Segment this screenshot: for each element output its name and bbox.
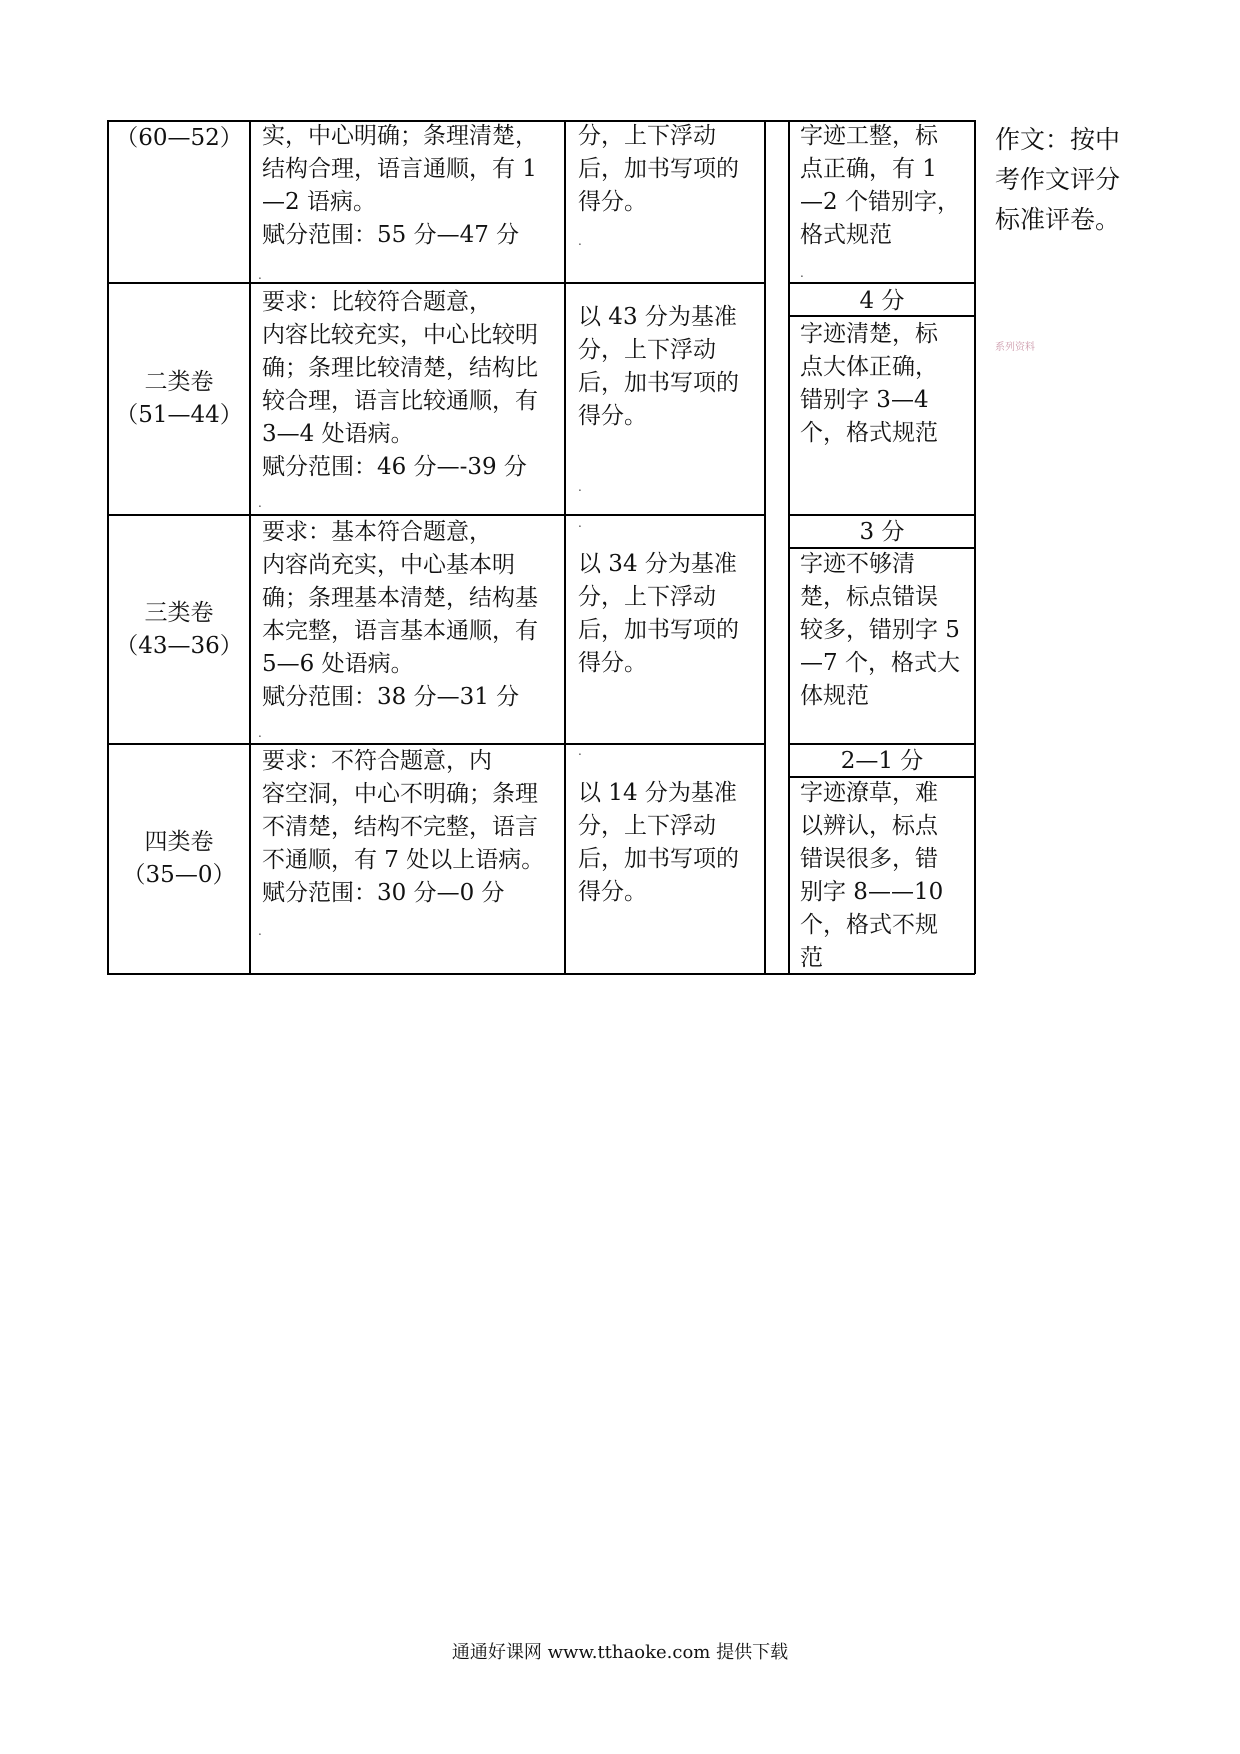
- writing-description: 字迹潦草，难 以辨认，标点 错误很多，错 别字 8——10 个，格式不规 范: [800, 780, 944, 971]
- requirement-text: 要求：基本符合题意， 内容尚充实，中心基本明 确；条理基本清楚，结构基 本完整，语言基本通顺，有 5—6 处语病。 赋分范围：38 分—31 分: [262, 519, 538, 710]
- paragraph-mark: .: [578, 480, 582, 494]
- side-label: 系列资料: [995, 342, 1035, 353]
- requirement-text: 实，中心明确；条理清楚， 结构合理，语言通顺，有 1 —2 语病。 赋分范围：55 分—47 分: [262, 123, 538, 248]
- side-note: 作文：按中 考作文评分 标准评卷。: [995, 125, 1121, 234]
- paragraph-mark: .: [258, 496, 262, 510]
- table-border: [107, 973, 764, 975]
- column-divider: [564, 120, 566, 974]
- column-divider: [974, 120, 976, 974]
- grade-name: 三类卷: [144, 600, 214, 626]
- column-divider: [249, 120, 251, 974]
- writing-description: 字迹不够清 楚，标点错误 较多，错别字 5 —7 个，格式大 体规范: [800, 551, 960, 709]
- writing-description: 字迹工整，标 点正确，有 1 —2 个错别字， 格式规范: [800, 123, 960, 248]
- paragraph-mark: .: [258, 924, 262, 938]
- row-divider: [107, 282, 764, 284]
- grade-range: （51—44）: [115, 402, 243, 428]
- paragraph-mark: .: [800, 266, 804, 280]
- paragraph-mark: .: [578, 744, 582, 758]
- base-score-rule: 分，上下浮动 后，加书写项的 得分。: [578, 123, 739, 215]
- requirement-text: 要求：比较符合题意， 内容比较充实，中心比较明 确；条理比较清楚，结构比 较合理，语言比较通顺，有 3—4 处语病。 赋分范围：46 分—-39 分: [262, 289, 538, 480]
- base-score-rule: 以 14 分为基准 分，上下浮动 后，加书写项的 得分。: [578, 780, 739, 905]
- writing-score: 3 分: [859, 519, 905, 545]
- table-border: [764, 120, 788, 122]
- table-border: [764, 973, 788, 975]
- grade-name: 二类卷: [144, 369, 214, 395]
- row-divider: [788, 282, 975, 284]
- grade-range: （43—36）: [115, 633, 243, 659]
- column-divider: [107, 120, 109, 974]
- grade-name: 四类卷: [144, 829, 214, 855]
- base-score-rule: 以 34 分为基准 分，上下浮动 后，加书写项的 得分。: [578, 551, 739, 676]
- writing-description: 字迹清楚，标 点大体正确， 错别字 3—4 个，格式规范: [800, 321, 938, 446]
- paragraph-mark: .: [258, 726, 262, 740]
- paragraph-mark: .: [258, 268, 262, 282]
- grade-range: （35—0）: [122, 862, 236, 888]
- paragraph-mark: .: [578, 516, 582, 530]
- writing-score: 4 分: [859, 288, 905, 314]
- column-divider: [764, 120, 766, 974]
- writing-score: 2—1 分: [840, 748, 924, 774]
- footer-text: 通通好课网 www.tthaoke.com 提供下载: [451, 1642, 789, 1663]
- paragraph-mark: .: [578, 234, 582, 248]
- base-score-rule: 以 43 分为基准 分，上下浮动 后，加书写项的 得分。: [578, 304, 739, 429]
- requirement-text: 要求：不符合题意，内 容空洞，中心不明确；条理 不清楚，结构不完整，语言 不通顺，有 7 处以上语病。 赋分范围：30 分—0 分: [262, 748, 545, 906]
- grade-range: （60—52）: [115, 125, 243, 151]
